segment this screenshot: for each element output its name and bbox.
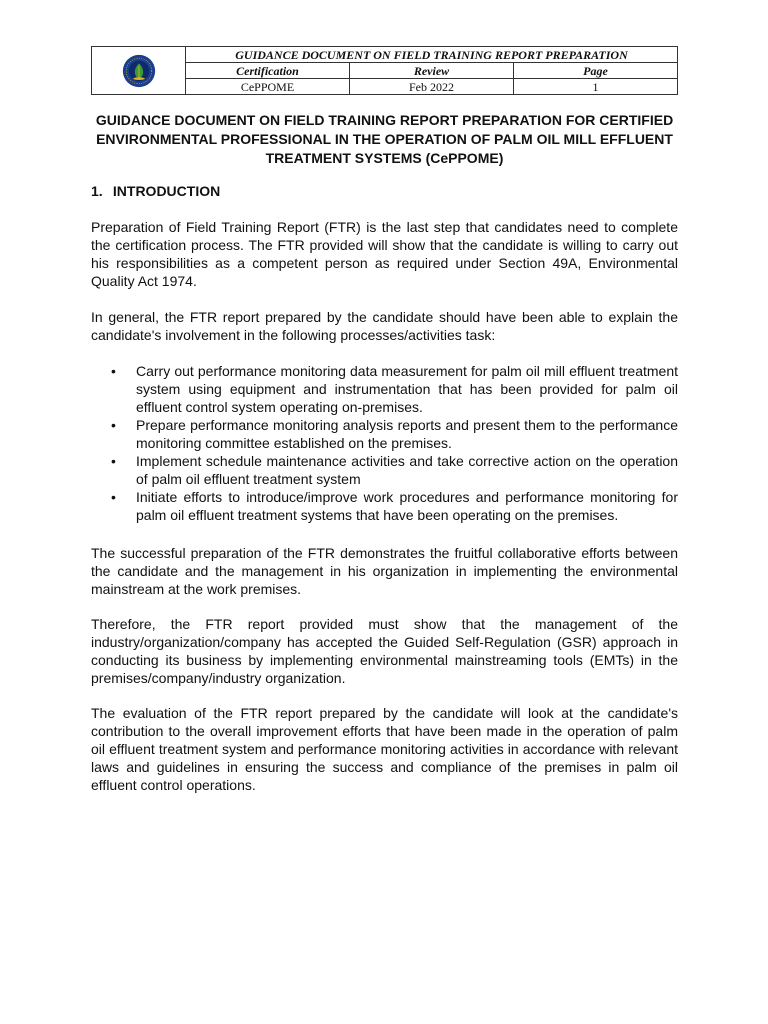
list-item	[91, 452, 678, 488]
list-item	[91, 488, 678, 524]
bullet-icon: •	[111, 363, 116, 379]
section-heading	[91, 182, 220, 200]
header-page-label: Page	[514, 63, 678, 79]
paragraph-3: The successful preparation of the FTR demonstrates the fruitful collaborative efforts between the candidate and the management in his organization in implementing the environmental mainstream at the work premises.	[91, 545, 678, 597]
list-item-text: Implement schedule maintenance activities and take corrective action on the operation of palm oil effluent treatment system	[136, 453, 678, 487]
activities-list	[91, 362, 678, 524]
list-item-text: Carry out performance monitoring data measurement for palm oil mill effluent treatment system using equipment and instrumentation that has been provided for palm oil effluent control system operating on-premises.	[136, 363, 678, 415]
header-title: GUIDANCE DOCUMENT ON FIELD TRAINING REPORT PREPARATION	[186, 47, 678, 63]
header-certification-label: Certification	[186, 63, 350, 79]
paragraph-2: In general, the FTR report prepared by the candidate should have been able to explain the candidate's involvement in the following processes/activities task:	[91, 309, 678, 343]
bullet-icon: •	[111, 417, 116, 433]
organization-logo-icon	[122, 54, 156, 88]
document-title: GUIDANCE DOCUMENT ON FIELD TRAINING REPORT PREPARATION FOR CERTIFIED ENVIRONMENTAL PROFESSIONAL IN THE OPERATION OF PALM OIL MILL EFFLUENT TREATMENT SYSTEMS (CePPOME)	[95, 112, 674, 166]
paragraph-5: The evaluation of the FTR report prepared by the candidate will look at the candidate's contribution to the overall improvement efforts that have been made in the operation of palm oil effluent treatment system and performance monitoring activities in accordance with relevant laws and guidelines in ensuring the success and compliance of the premises in palm oil effluent control operations.	[91, 705, 678, 793]
header-review-value: Feb 2022	[350, 79, 514, 95]
logo-cell	[92, 47, 186, 95]
header-review-label: Review	[350, 63, 514, 79]
list-item	[91, 416, 678, 452]
list-item	[91, 362, 678, 416]
document-header-table	[91, 46, 678, 95]
section-number: 1.	[91, 183, 103, 199]
list-item-text: Initiate efforts to introduce/improve work procedures and performance monitoring for palm oil effluent treatment systems that have been operating on the premises.	[136, 489, 678, 523]
bullet-icon: •	[111, 489, 116, 505]
header-page-value: 1	[514, 79, 678, 95]
list-item-text: Prepare performance monitoring analysis reports and present them to the performance monitoring committee established on the premises.	[136, 417, 678, 451]
bullet-icon: •	[111, 453, 116, 469]
section-title: INTRODUCTION	[112, 183, 221, 199]
paragraph-4: Therefore, the FTR report provided must show that the management of the industry/organization/company has accepted the Guided Self-Regulation (GSR) approach in conducting its business by implementing environmental mainstreaming tools (EMTs) in the premises/company/industry organization.	[91, 616, 678, 686]
header-certification-value: CePPOME	[186, 79, 350, 95]
paragraph-1: Preparation of Field Training Report (FTR) is the last step that candidates need to complete the certification process. The FTR provided will show that the candidate is willing to carry out his responsibilities as a competent person as required under Section 49A, Environmental Quality Act 1974.	[91, 219, 678, 289]
